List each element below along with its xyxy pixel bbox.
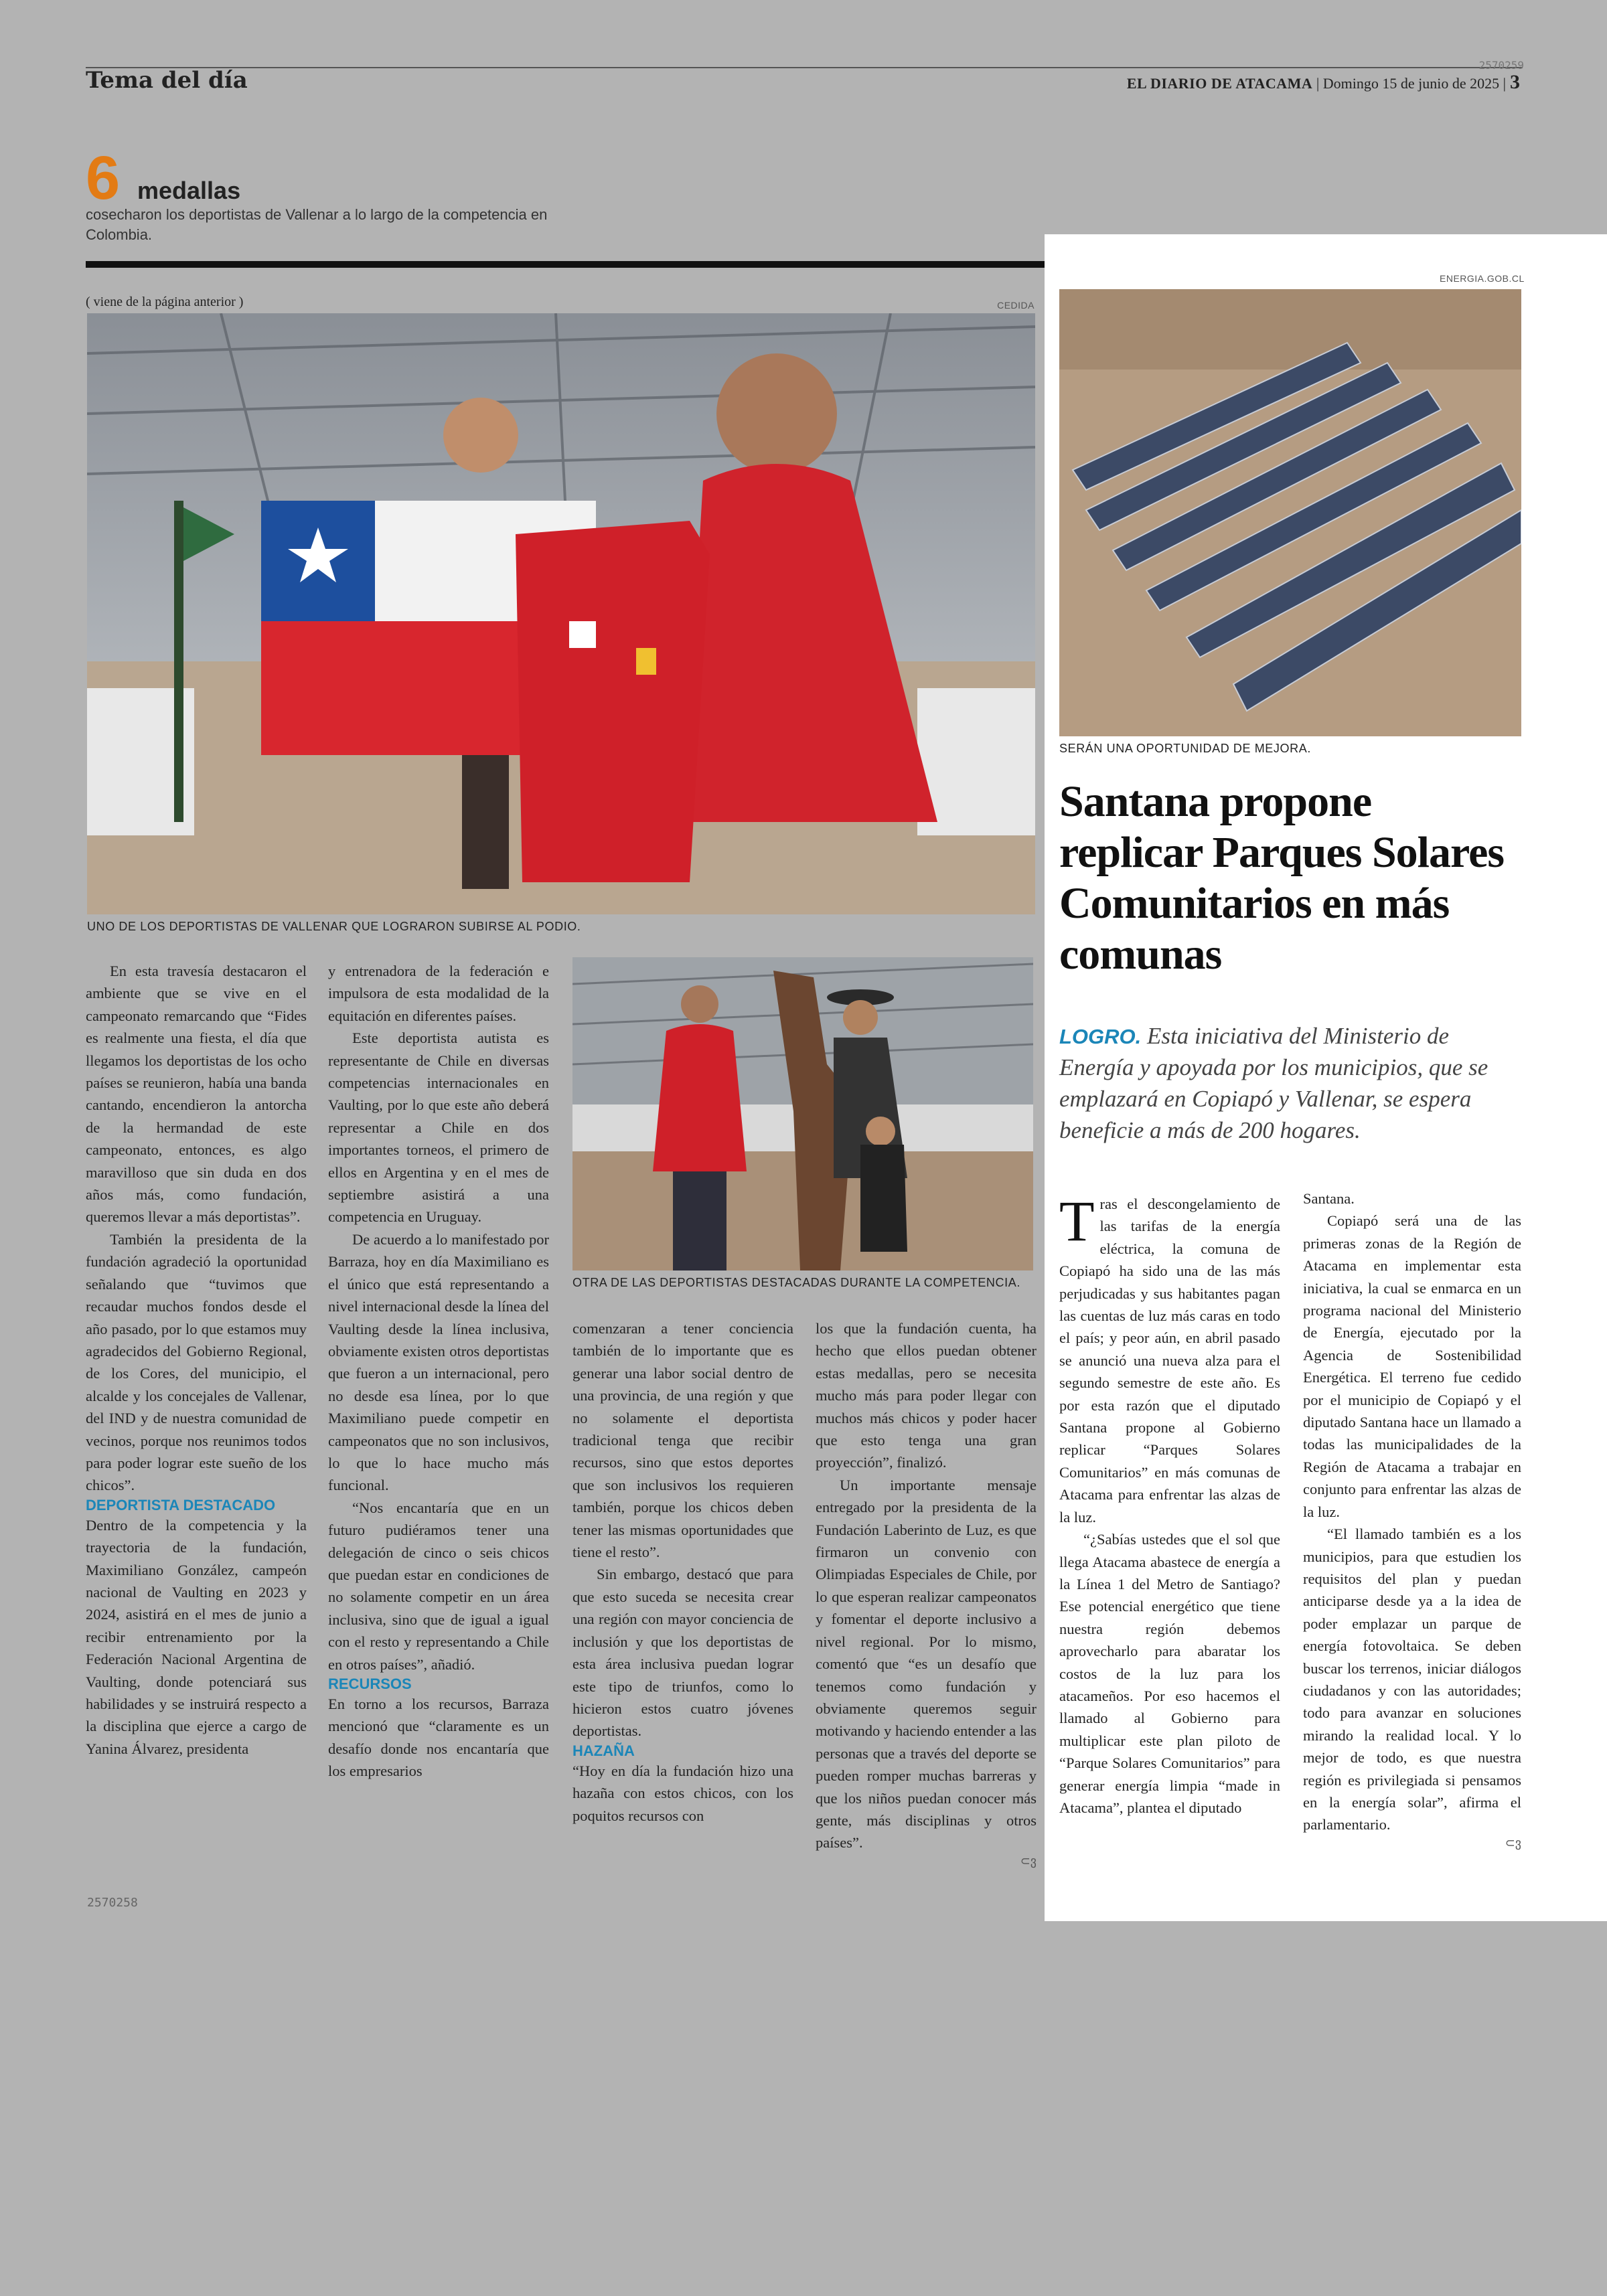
header-rule	[86, 67, 1523, 68]
masthead	[1127, 71, 1520, 94]
paragraph: En esta travesía destacaron el ambiente que se vive en el campeonato remarcando que “Fides es realmente una fiesta, el día que llegamos los deportistas de los ocho países se reunieron, había una banda cantando, encendieron la antorcha de la hermandad de este campeonato, entonces, es algo maravilloso que sin duda en dos años más, como fundación, queremos llevar a más deportistas”.	[86, 963, 307, 1226]
podium-photo	[87, 313, 1035, 914]
article-column-1	[86, 960, 307, 1760]
article-column-4	[816, 1317, 1037, 1868]
paragraph: Dentro de la competencia y la trayectoria de la fundación, Maximiliano González, campeón nacional de Vaulting en 2023 y 2024, asistirá en el mes de junio a recibir entrenamiento por la Federación Nacional Argentina de Vaulting, donde potenciará sus habilidades y se instruirá respecto a la disciplina que ejerce a cargo de Yanina Álvarez, presidenta	[86, 1516, 307, 1757]
end-mark: ⊂ვ	[1505, 1835, 1521, 1850]
paragraph: “¿Sabías ustedes que el sol que llega Atacama abastece de energía a la Línea 1 del Metro de Santiago? Ese potencial energético que tiene nuestra región debemos aprovecharlo para abaratar los costos de la luz para los atacameños. Por eso hacemos el llamado al Gobierno para multiplicar este plan piloto de “Parque Solares Comunitarios” para generar energía limpia “made in Atacama”, plantea el diputado	[1059, 1531, 1280, 1816]
paragraph: “El llamado también es a los municipios, para que estudien los requisitos del plan y puedan anticiparse desde ya a la idea de poder emplazar un parque de energía fotovoltaica. Se deben buscar los terrenos, iniciar diálogos ciudadanos y con las autoridades; todo para avanzar en soluciones mirando la realidad local. Y lo mejor de todo, es que nuestra región es privilegiada si pensamos en la energía solar”, afirma el parlamentario.	[1303, 1526, 1521, 1833]
stat-number: 6	[86, 144, 121, 212]
section-title: Tema del día	[86, 67, 248, 94]
kicker: LOGRO.	[1059, 1025, 1142, 1048]
issue-date: Domingo 15 de junio de 2025	[1322, 75, 1500, 92]
photo-caption: UNO DE LOS DEPORTISTAS DE VALLENAR QUE LOGRARON SUBIRSE AL PODIO.	[87, 920, 581, 933]
masthead-separator: |	[1316, 75, 1323, 92]
paragraph-text: ras el descongelamiento de las tarifas de la energía eléctrica, la comuna de Copiapó ha sido una de las más perjudicadas y sus habitantes pagan las cuentas de luz más caras en todo el país; y peor aún, en abril pasado se anunció una nueva alza para el segundo semestre de este año. Es por esta razón que el diputado Santana propone al Gobierno replicar “Parques Solares Comunitarios” en más comunas de Atacama para enfrentar las alzas de la luz.	[1059, 1196, 1280, 1526]
paragraph: Santana.	[1303, 1190, 1355, 1207]
page-number: 3	[1510, 71, 1520, 93]
paragraph: De acuerdo a lo manifestado por Barraza, hoy en día Maximiliano es el único que está representando a nivel internacional desde la línea del Vaulting desde la línea inclusiva, obviamente existen otros deportistas que fueron a un internacional, pero no desde esa línea, por lo que Maximiliano puede competir en campeonatos que no son inclusivos, lo que lo hace mucho más funcional.	[328, 1230, 549, 1494]
page-code-top: 2570259	[1478, 59, 1524, 72]
solar-column-2	[1303, 1187, 1521, 1850]
drop-cap: T	[1059, 1189, 1095, 1253]
headline: Santana propone replicar Parques Solares Comunitarios en más comunas	[1059, 777, 1505, 979]
paragraph: Sin embargo, destacó que para que esto suceda se necesita crear una región con mayor conciencia de inclusión y que los deportistas de esta área inclusiva puedan lograr este tipo de triunfos, como lo hicieron estos cuatro jóvenes deportistas.	[572, 1566, 793, 1740]
stat-word: medallas	[137, 177, 241, 204]
lede-text: Esta iniciativa del Ministerio de Energía y apoyada por los municipios, que se emplazará en Copiapó y Vallenar, se espera beneficie a más de 200 hogares.	[1059, 1023, 1488, 1143]
subhead-recursos: RECURSOS	[328, 1675, 412, 1692]
horse-photo	[572, 957, 1033, 1270]
photo-credit-solar: ENERGIA.GOB.CL	[1440, 273, 1525, 284]
newspaper-name: EL DIARIO DE ATACAMA	[1126, 75, 1313, 92]
masthead-separator: |	[1503, 75, 1506, 92]
paragraph: “Hoy en día la fundación hizo una hazaña con estos chicos, con los poquitos recursos con	[572, 1762, 793, 1824]
photo-caption-2: OTRA DE LAS DEPORTISTAS DESTACADAS DURANTE LA COMPETENCIA.	[572, 1276, 1020, 1289]
continued-note: ( viene de la página anterior )	[86, 295, 244, 309]
paragraph: comenzaran a tener conciencia también de lo importante que es generar una labor social dentro de una provincia, de una región y que no solamente el deportista tradicional tenga que recibir recursos, sino que estos deportes que son inclusivos los requieren también, porque los chicos deben tener las mismas oportunidades que tiene el resto”.	[572, 1320, 793, 1561]
paragraph: “Nos encantaría que en un futuro pudiéramos tener una delegación de cinco o seis chicos que puedan estar en condiciones de no solamente competir en un área inclusiva, sino que de igual a igual con el resto y representando a Chile en otros países”, añadió.	[328, 1499, 549, 1673]
paragraph: Un importante mensaje entregado por la presidenta de la Fundación Laberinto de Luz, es que firmaron un convenio con Olimpiadas Especiales de Chile, por lo que esperan realizar campeonatos y fomentar el deporte inclusivo a nivel regional. Por lo mismo, comentó que “es un desafío que tenemos como fundación y obviamente queremos seguir motivando y haciendo entender a las personas que a través del deporte se pueden romper muchas barreras y que los niños puedan conocer más gente, más disciplinas y otros países”.	[816, 1476, 1037, 1852]
subhead-hazana: HAZAÑA	[572, 1742, 635, 1759]
subhead-deportista: DEPORTISTA DESTACADO	[86, 1496, 276, 1513]
article-column-2	[328, 960, 549, 1783]
stat-description: cosecharon los deportistas de Vallenar a lo largo de la competencia en Colombia.	[86, 206, 548, 244]
paragraph: Copiapó será una de las primeras zonas de la Región de Atacama en implementar esta iniciativa, la cual se enmarca en un programa nacional del Ministerio de Energía, ejecutado por la Agencia de Sostenibilidad Energética. El terreno fue cedido por el municipio de Copiapó y el diputado Santana hace un llamado a todas las municipalidades de la Región de Atacama a trabajar en conjunto para enfrentar las alzas de la luz.	[1303, 1212, 1521, 1520]
solar-park-photo	[1059, 289, 1521, 736]
paragraph: También la presidenta de la fundación agradeció la oportunidad señalando que “tuvimos que recaudar muchos fondos desde el año pasado, por lo que estamos muy agradecidos del Gobierno Regional, de los Cores, del municipio, el alcalde y los concejales de Vallenar, del IND y de nuestra comunidad de vecinos, porque nos reunimos todos para poder lograr este sueño de los chicos”.	[86, 1230, 307, 1494]
page-code-bottom: 2570258	[87, 1896, 138, 1910]
paragraph: Este deportista autista es representante de Chile en diversas competencias internacionales en Vaulting, por lo que este año deberá representar a Chile en dos importantes torneos, el primero de ellos en Argentina y en el mes de septiembre asistirá a una competencia en Uruguay.	[328, 1030, 549, 1226]
article-column-3	[572, 1317, 793, 1827]
lede	[1059, 1020, 1521, 1146]
paragraph: y entrenadora de la federación e impulsora de esta modalidad de la equitación en diferentes países.	[328, 963, 549, 1024]
solar-column-1	[1059, 1189, 1280, 1819]
paragraph	[1059, 1189, 1280, 1528]
paragraph: En torno a los recursos, Barraza mencionó que “claramente es un desafío donde nos encantaría que los empresarios	[328, 1696, 549, 1780]
photo-caption-solar: SERÁN UNA OPORTUNIDAD DE MEJORA.	[1059, 742, 1311, 755]
paragraph: los que la fundación cuenta, ha hecho que ellos puedan obtener estas medallas, pero se necesita mucho más para poder llegar con muchos más chicos y poder hacer que esto tenga una gran proyección”, finalizó.	[816, 1320, 1037, 1471]
end-mark: ⊂ვ	[1020, 1854, 1037, 1868]
photo-credit: CEDIDA	[997, 300, 1035, 311]
